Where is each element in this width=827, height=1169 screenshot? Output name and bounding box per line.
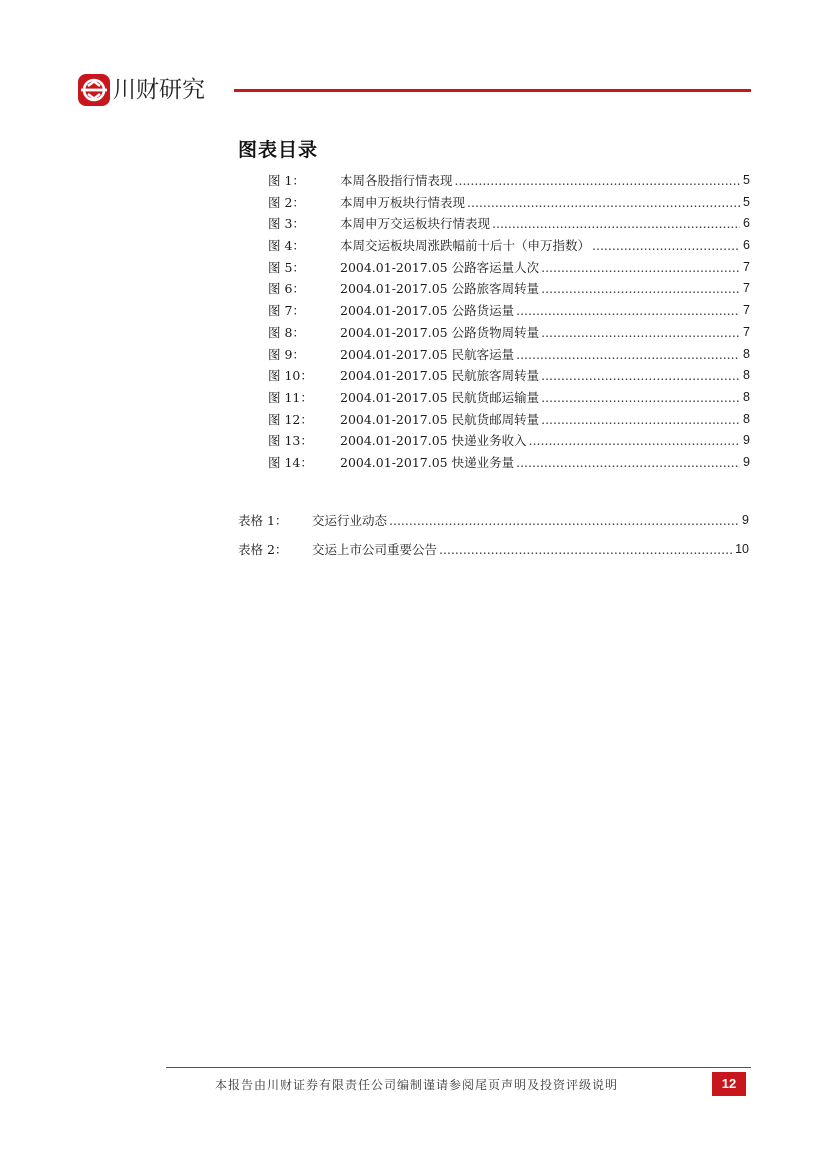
- toc-figure-entry-body: [340, 430, 750, 452]
- toc-figure-entry[interactable]: [268, 452, 750, 474]
- table-list: [238, 510, 749, 568]
- toc-table-entry-page-number: 10: [735, 542, 749, 556]
- toc-figure-entry-body: [340, 192, 750, 214]
- dot-leader: [541, 409, 740, 431]
- toc-table-entry-label: 交运上市公司重要公告: [312, 542, 438, 557]
- toc-figure-entry[interactable]: [268, 344, 750, 366]
- page-header: [0, 0, 827, 120]
- toc-figure-entry-body: [340, 365, 750, 387]
- toc-figure-entry-page-number: 9: [743, 433, 750, 448]
- dot-leader: [467, 192, 740, 214]
- toc-figure-entry-number: 图 10：: [268, 368, 313, 384]
- toc-figure-entry[interactable]: [268, 430, 750, 452]
- toc-figure-entry-label: 2004.01-2017.05 公路旅客周转量: [340, 281, 540, 297]
- toc-figure-entry-body: [340, 387, 750, 409]
- dot-leader: [541, 278, 740, 300]
- toc-table-entry-label: 交运行业动态: [312, 513, 388, 528]
- toc-figure-entry-number: 图 11：: [268, 389, 313, 405]
- toc-figure-entry-page-number: 8: [743, 368, 750, 383]
- toc-figure-entry[interactable]: [268, 278, 750, 300]
- toc-figure-entry-label: 2004.01-2017.05 公路货运量: [340, 303, 515, 319]
- toc-figure-entry-label: 本周各股指行情表现: [340, 173, 453, 188]
- figure-list: [268, 170, 750, 474]
- dot-leader: [541, 322, 740, 344]
- dot-leader: [516, 452, 740, 474]
- toc-figure-entry-page-number: 7: [743, 259, 750, 274]
- toc-figure-entry-number: 图 12：: [268, 411, 313, 427]
- toc-figure-entry-page-number: 5: [743, 173, 750, 187]
- toc-figure-entry-page-number: 7: [743, 303, 750, 318]
- toc-figure-entry[interactable]: [268, 365, 750, 387]
- toc-figure-entry-label: 2004.01-2017.05 快递业务收入: [340, 433, 527, 449]
- toc-figure-entry[interactable]: [268, 387, 750, 409]
- toc-figure-entry-body: [340, 278, 750, 300]
- toc-figure-entry-page-number: 7: [743, 324, 750, 339]
- toc-figure-entry-label: 2004.01-2017.05 民航客运量: [340, 346, 515, 362]
- dot-leader: [529, 430, 740, 452]
- dot-leader: [455, 170, 741, 192]
- dot-leader: [492, 213, 740, 235]
- toc-figure-entry-page-number: 7: [743, 281, 750, 296]
- toc-figure-entry[interactable]: [268, 170, 750, 192]
- dot-leader: [516, 344, 740, 366]
- footer-disclaimer: 本报告由川财证券有限责任公司编制谨请参阅尾页声明及投资评级说明: [215, 1078, 619, 1092]
- toc-figure-entry[interactable]: [268, 235, 750, 257]
- toc-figure-entry[interactable]: [268, 213, 750, 235]
- toc-figure-entry[interactable]: [268, 300, 750, 322]
- toc-figure-entry-body: [340, 170, 750, 192]
- dot-leader: [439, 539, 732, 560]
- logo-text: 川财研究: [113, 77, 205, 103]
- dot-leader: [389, 510, 739, 531]
- toc-figure-entry-number: 图 14：: [268, 454, 313, 470]
- toc-figure-entry-page-number: 8: [743, 346, 750, 361]
- header-rule: [234, 89, 751, 92]
- footer-rule: [166, 1067, 751, 1068]
- toc-figure-entry-page-number: 6: [743, 216, 750, 231]
- toc-figure-entry-page-number: 9: [743, 454, 750, 469]
- toc-figure-entry-body: [340, 235, 750, 257]
- toc-figure-entry-number: 图 8：: [268, 324, 305, 340]
- toc-figure-entry-number: 图 9：: [268, 346, 305, 362]
- toc-figure-entry-label: 本周交运板块周涨跌幅前十后十（申万指数）: [340, 238, 591, 254]
- toc-figure-entry[interactable]: [268, 257, 750, 279]
- toc-figure-entry-page-number: 6: [743, 238, 750, 253]
- toc-table-entry[interactable]: [238, 510, 749, 539]
- toc-figure-entry-body: [340, 344, 750, 366]
- toc-title: 图表目录: [238, 139, 319, 161]
- toc-figure-entry-number: 图 1：: [268, 173, 305, 188]
- toc-figure-entry-body: [340, 257, 750, 279]
- toc-figure-entry-number: 图 5：: [268, 259, 305, 275]
- toc-table-entry-number: 表格 1：: [238, 513, 288, 528]
- toc-figure-entry-number: 图 4：: [268, 238, 305, 254]
- toc-figure-entry-number: 图 3：: [268, 216, 305, 232]
- toc-figure-entry-label: 本周申万交运板块行情表现: [340, 216, 491, 232]
- toc-figure-entry-label: 2004.01-2017.05 民航货邮运输量: [340, 389, 540, 405]
- toc-figure-entry[interactable]: [268, 409, 750, 431]
- toc-figure-entry-number: 图 2：: [268, 194, 305, 210]
- toc-figure-entry[interactable]: [268, 192, 750, 214]
- toc-figure-entry-body: [340, 409, 750, 431]
- dot-leader: [516, 300, 740, 322]
- toc-figure-entry-page-number: 8: [743, 411, 750, 426]
- toc-figure-entry-number: 图 6：: [268, 281, 305, 297]
- toc-table-entry[interactable]: [238, 539, 749, 568]
- toc-figure-entry-page-number: 8: [743, 389, 750, 404]
- dot-leader: [541, 387, 740, 409]
- toc-figure-entry-label: 2004.01-2017.05 公路客运量人次: [340, 259, 540, 275]
- toc-figure-entry-label: 本周申万板块行情表现: [340, 194, 466, 210]
- toc-figure-entry-body: [340, 300, 750, 322]
- dot-leader: [541, 257, 740, 279]
- dot-leader: [592, 235, 740, 257]
- page-number-badge: 12: [712, 1072, 746, 1096]
- toc-figure-entry-body: [340, 213, 750, 235]
- toc-table-entry-page-number: 9: [742, 513, 749, 527]
- toc-figure-entry-body: [340, 322, 750, 344]
- toc-figure-entry-page-number: 5: [743, 194, 750, 209]
- toc-figure-entry-number: 图 13：: [268, 433, 313, 449]
- toc-table-entry-number: 表格 2：: [238, 542, 288, 557]
- toc-figure-entry[interactable]: [268, 322, 750, 344]
- dot-leader: [541, 365, 740, 387]
- toc-figure-entry-number: 图 7：: [268, 303, 305, 319]
- toc-figure-entry-label: 2004.01-2017.05 公路货物周转量: [340, 324, 540, 340]
- toc-table-entry-body: [312, 510, 749, 531]
- toc-figure-entry-body: [340, 452, 750, 474]
- chuancai-logo-icon: [78, 74, 110, 106]
- toc-figure-entry-label: 2004.01-2017.05 快递业务量: [340, 454, 515, 470]
- toc-table-entry-body: [312, 539, 749, 560]
- toc-figure-entry-label: 2004.01-2017.05 民航货邮周转量: [340, 411, 540, 427]
- toc-figure-entry-label: 2004.01-2017.05 民航旅客周转量: [340, 368, 540, 384]
